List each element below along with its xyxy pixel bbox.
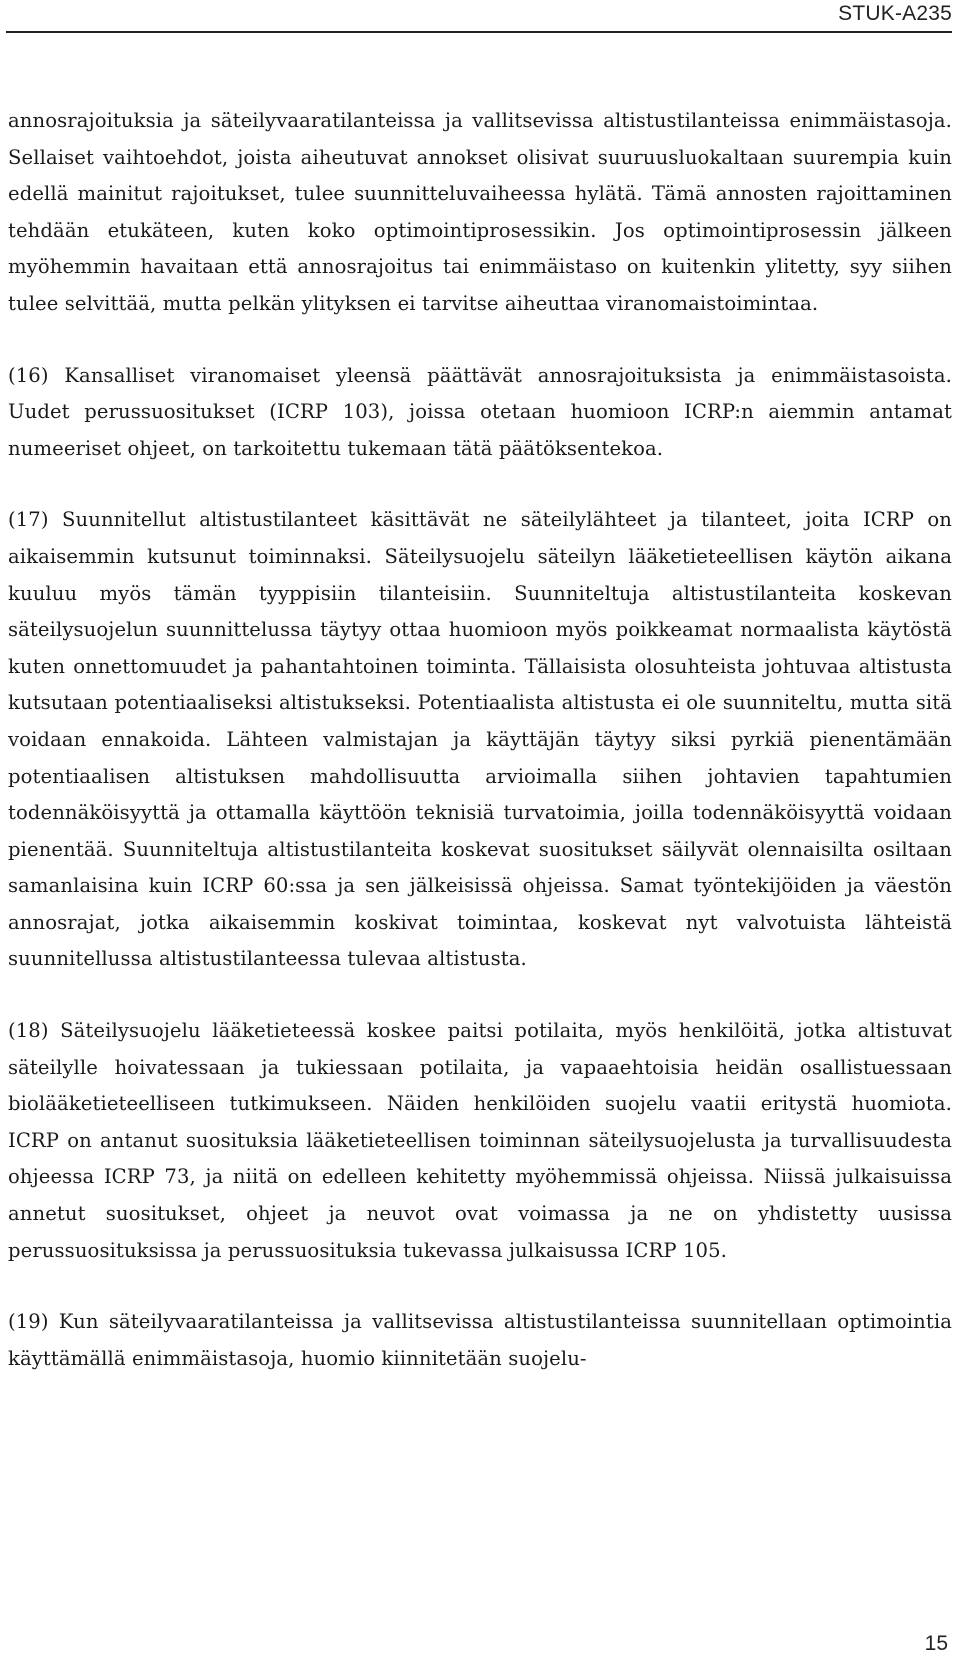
body-text (8, 103, 952, 1377)
page-header (0, 0, 960, 36)
paragraph-19: (19) Kun säteilyvaaratilanteissa ja vallitsevissa altistustilanteissa suunnitellaan optimointia käyttämällä enimmäistasoja, huomio kiinnitetään suojelu- (8, 1310, 952, 1370)
paragraph-continuation: annosrajoituksia ja säteilyvaaratilanteissa ja vallitsevissa altistustilanteissa enimmäistasoja. Sellaiset vaihtoehdot, joista aiheutuvat annokset olisivat suuruusluokaltaan suurempia kuin edellä mainitut rajoitukset, tulee suunnitteluvaiheessa hylätä. Tämä annosten rajoittaminen tehdään etukäteen, kuten koko optimointiprosessikin. Jos optimointiprosessin jälkeen myöhemmin havaitaan että annosrajoitus tai enimmäistaso on kuitenkin ylitetty, syy siihen tulee selvittää, mutta pelkän ylityksen ei tarvitse aiheuttaa viranomaistoimintaa. (8, 109, 952, 315)
paragraph-18: (18) Säteilysuojelu lääketieteessä koskee paitsi potilaita, myös henkilöitä, jotka altistuvat säteilylle hoivatessaan ja tukiessaan potilaita, ja vapaaehtoisia heidän osallistuessaan biolääketieteelliseen tutkimukseen. Näiden henkilöiden suojelu vaatii eritystä huomiota. ICRP on antanut suosituksia lääketieteellisen toiminnan säteilysuojelusta ja turvallisuudesta ohjeessa ICRP 73, ja niitä on edelleen kehitetty myöhemmissä ohjeissa. Niissä julkaisuissa annetut suositukset, ohjeet ja neuvot ovat voimassa ja ne on yhdistetty uusissa perussuosituksissa ja perussuosituksia tukevassa julkaisussa ICRP 105. (8, 1019, 952, 1262)
report-code: STUK-A235 (838, 2, 952, 25)
paragraph-16: (16) Kansalliset viranomaiset yleensä päättävät annosrajoituksista ja enimmäistasoista. Uudet perussuositukset (ICRP 103), joissa otetaan huomioon ICRP:n aiemmin antamat numeeriset ohjeet, on tarkoitettu tukemaan tätä päätöksentekoa. (8, 363, 952, 460)
header-divider (6, 31, 952, 33)
page-number: 15 (924, 1632, 948, 1655)
paragraph-17: (17) Suunnitellut altistustilanteet käsittävät ne säteilylähteet ja tilanteet, joita ICRP on aikaisemmin kutsunut toiminnaksi. Säteilysuojelu säteilyn lääketieteellisen käytön aikana kuuluu myös tämän tyyppisiin tilanteisiin. Suunniteltuja altistustilanteita koskevan säteilysuojelun suunnittelussa täytyy ottaa huomioon myös poikkeamat normaalista käytöstä kuten onnettomuudet ja pahantahtoinen toiminta. Tällaisista olosuhteista johtuvaa altistusta kutsutaan potentiaaliseksi altistukseksi. Potentiaalista altistusta ei ole suunniteltu, mutta sitä voidaan ennakoida. Lähteen valmistajan ja käyttäjän täytyy siksi pyrkiä pienentämään potentiaalisen altistuksen mahdollisuutta arvioimalla siihen johtavien tapahtumien todennäköisyyttä ja ottamalla käyttöön teknisiä turvatoimia, joilla todennäköisyyttä voidaan pienentää. Suunniteltuja altistustilanteita koskevat suositukset säilyvät olennaisilta osiltaan samanlaisina kuin ICRP 60:ssa ja sen jälkeisissä ohjeissa. Samat työntekijöiden ja väestön annosrajat, jotka aikaisemmin koskivat toimintaa, koskevat nyt valvotuista lähteistä suunnitellussa altistustilanteessa tulevaa altistusta. (8, 508, 952, 971)
